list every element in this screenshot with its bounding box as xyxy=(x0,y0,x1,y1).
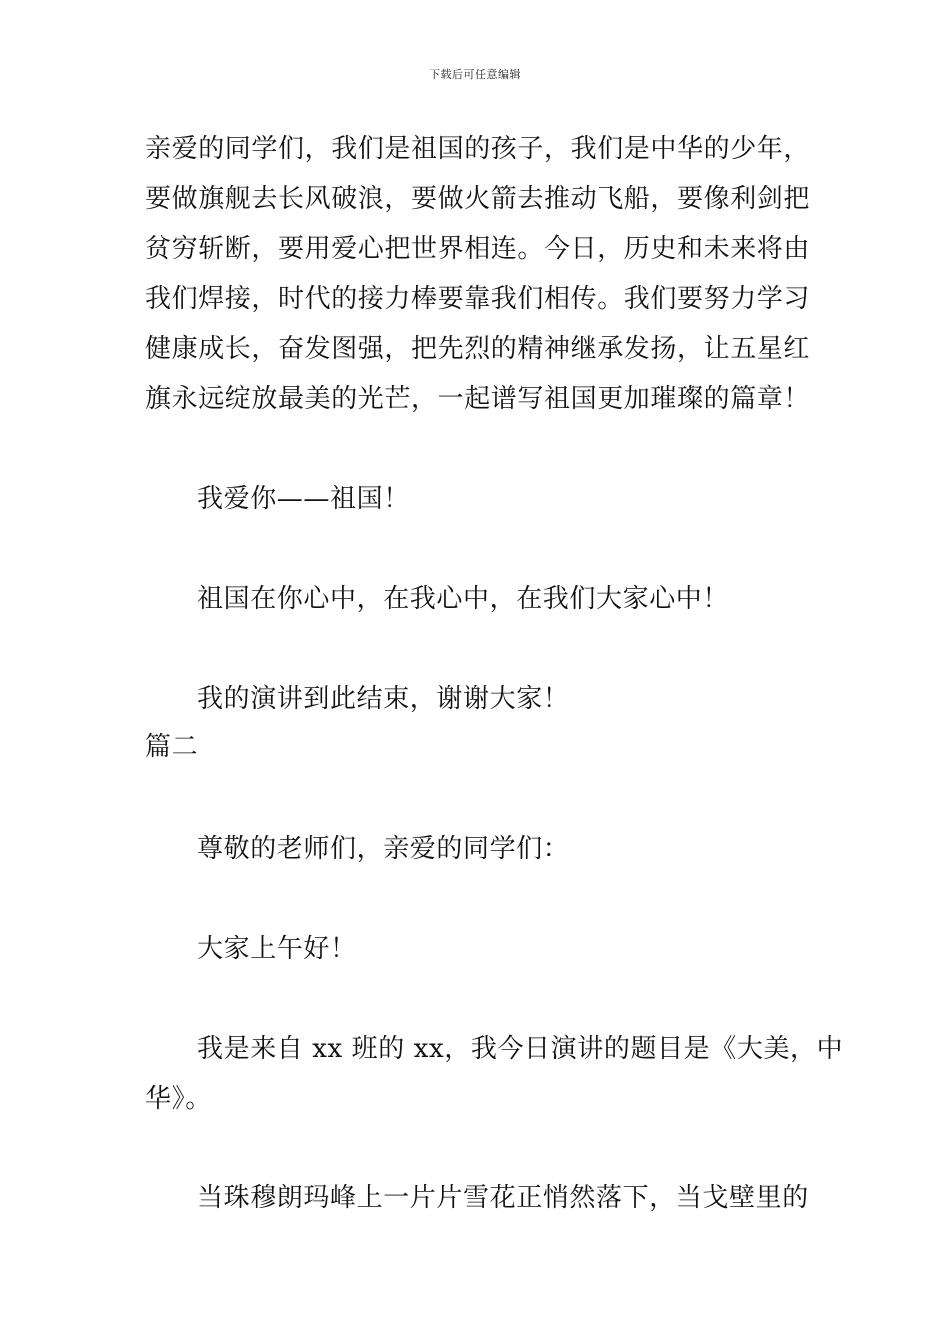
paragraph-heart: 祖国在你心中，在我心中，在我们大家心中！ xyxy=(197,584,730,614)
paragraph-line: 贫穷斩断，要用爱心把世界相连。今日，历史和未来将由 xyxy=(145,234,811,264)
paragraph-end: 我的演讲到此结束，谢谢大家！ xyxy=(197,684,570,714)
paragraph-last: 当珠穆朗玛峰上一片片雪花正悄然落下，当戈壁里的 xyxy=(197,1183,809,1213)
paragraph-morning: 大家上午好！ xyxy=(197,934,357,964)
paragraph-intro-line: 我是来自 xx 班的 xx，我今日演讲的题目是《大美，中 xyxy=(197,1034,844,1064)
paragraph-line: 健康成长，奋发图强，把先烈的精神继承发扬，让五星红 xyxy=(145,334,811,364)
paragraph-love: 我爱你——祖国！ xyxy=(197,484,410,514)
section-title: 篇二 xyxy=(145,732,199,762)
paragraph-greeting: 尊敬的老师们，亲爱的同学们： xyxy=(197,834,570,864)
paragraph-line: 我们焊接，时代的接力棒要靠我们相传。我们要努力学习 xyxy=(145,284,811,314)
paragraph-line: 要做旗舰去长风破浪，要做火箭去推动飞船，要像利剑把 xyxy=(145,184,811,214)
page-header: 下载后可任意编辑 xyxy=(429,68,521,81)
paragraph-line: 旗永远绽放最美的光芒，一起谱写祖国更加璀璨的篇章！ xyxy=(145,384,811,414)
paragraph-intro-line: 华》。 xyxy=(145,1084,212,1114)
paragraph-line: 亲爱的同学们，我们是祖国的孩子，我们是中华的少年， xyxy=(145,134,811,164)
